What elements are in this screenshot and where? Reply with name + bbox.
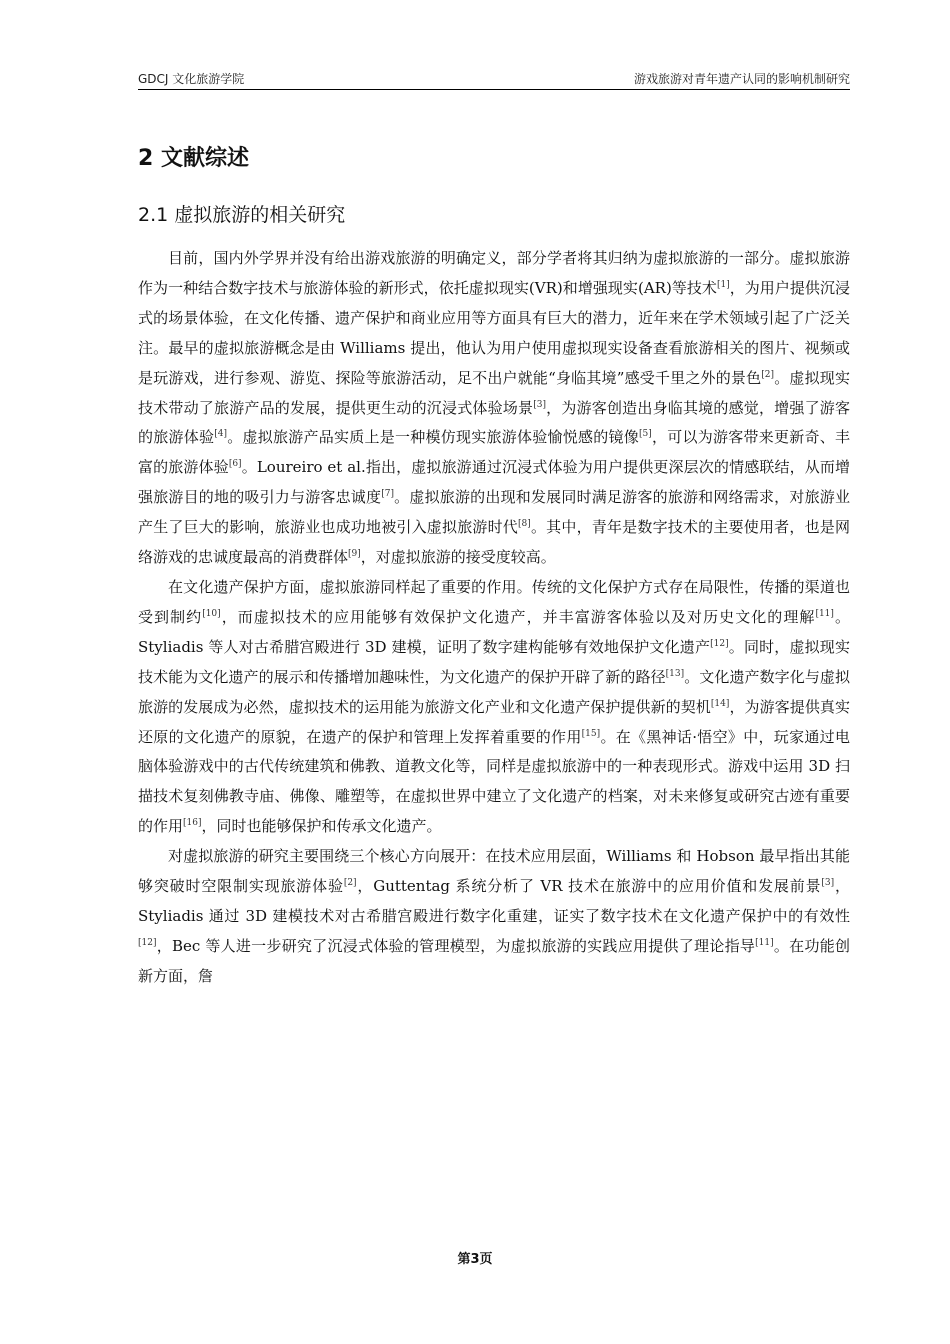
paragraph-text: 。其中，青年是数字技术的主要使用者，也是网络游戏的忠诚度最高的消费群体 xyxy=(138,518,850,567)
citation-ref: [3] xyxy=(821,878,835,889)
paragraph-text: 。虚拟现实技术带动了旅游产品的发展，提供更生动的沉浸式体验场景 xyxy=(138,368,850,417)
paragraph-text: 。Loureiro et al.指出，虚拟旅游通过沉浸式体验为用户提供更深层次的情感联结，从而增强旅游目的地的吸引力与游客忠诚度 xyxy=(138,458,850,507)
citation-ref: [3] xyxy=(533,399,546,410)
citation-ref: [5] xyxy=(638,429,652,440)
paragraph xyxy=(138,573,850,842)
paragraph-text: ，为游客创造出身临其境的感觉，增强了游客的旅游体验 xyxy=(138,398,850,447)
paragraph-text: ，Bec 等人进一步研究了沉浸式体验的管理模型，为虚拟旅游的实践应用提供了理论指导 xyxy=(156,936,756,955)
citation-ref: [1] xyxy=(716,279,730,290)
citation-ref: [15] xyxy=(581,728,601,739)
paragraph xyxy=(138,244,850,573)
paragraph-text: 。虚拟旅游产品实质上是一种模仿现实旅游体验愉悦感的镜像 xyxy=(227,428,639,447)
paragraph xyxy=(138,842,850,992)
citation-ref: [6] xyxy=(228,459,242,470)
paragraph-text: ，Guttentag 系统分析了 VR 技术在旅游中的应用价值和发展前景 xyxy=(356,877,822,896)
chapter-heading: 2 文献综述 xyxy=(138,146,249,171)
citation-ref: [9] xyxy=(348,549,361,560)
paragraph-text: ，为游客提供真实还原的文化遗产的原貌，在遗产的保护和管理上发挥着重要的作用 xyxy=(138,697,850,746)
body-text xyxy=(138,244,850,992)
citation-ref: [12] xyxy=(138,937,157,948)
page-number: 第3页 xyxy=(457,1252,493,1267)
header-institution: GDCJ 文化旅游学院 xyxy=(138,72,245,86)
citation-ref: [13] xyxy=(665,668,685,679)
paragraph-text: 。在功能创新方面，詹 xyxy=(138,936,850,985)
paragraph-text: 。文化遗产数字化与虚拟旅游的发展成为必然，虚拟技术的运用能为旅游文化产业和文化遗产保护提供新的契机 xyxy=(138,667,850,716)
paragraph-text: ，对虚拟旅游的接受度较高。 xyxy=(360,548,556,567)
citation-ref: [2] xyxy=(343,878,357,889)
citation-ref: [16] xyxy=(183,818,202,829)
paragraph-text: ，同时也能够保护和传承文化遗产。 xyxy=(201,817,442,836)
citation-ref: [4] xyxy=(214,429,227,440)
citation-ref: [8] xyxy=(518,519,531,530)
running-header xyxy=(138,70,850,90)
citation-ref: [2] xyxy=(761,369,775,380)
citation-ref: [7] xyxy=(381,489,394,500)
citation-ref: [14] xyxy=(710,698,730,709)
paragraph-text: ，Styliadis 通过 3D 建模技术对古希腊宫殿进行数字化重建，证实了数字技术在文化遗产保护中的有效性 xyxy=(138,877,850,925)
paragraph-text: 对虚拟旅游的研究主要围绕三个核心方向展开：在技术应用层面，Williams 和 Hobson 最早指出其能够突破时空限制实现旅游体验 xyxy=(138,847,850,896)
paragraph-text: 。同时，虚拟现实技术能为文化遗产的展示和传播增加趣味性，为文化遗产的保护开辟了新的路径 xyxy=(138,637,850,686)
paragraph-text: ，而虚拟技术的应用能够有效保护文化遗产，并丰富游客体验以及对历史文化的理解 xyxy=(220,607,816,626)
section-heading: 2.1 虚拟旅游的相关研究 xyxy=(138,204,346,226)
citation-ref: [11] xyxy=(815,608,834,619)
paragraph-text: 。Styliadis 等人对古希腊宫殿进行 3D 建模，证明了数字建构能够有效地保护文化遗产 xyxy=(138,607,850,656)
citation-ref: [11] xyxy=(755,937,774,948)
paragraph-text: ，为用户提供沉浸式的场景体验，在文化传播、遗产保护和商业应用等方面具有巨大的潜力，近年来在学术领域引起了广泛关注。最早的虚拟旅游概念是由 Williams 提出，他认为用户使用虚拟现实设备查看旅游相关的图片、视频或是玩游戏，进行参观、游览、探险等旅游活动，足不出户就能“身临其境”感受千里之外的景色 xyxy=(138,278,850,387)
header-thesis-title: 游戏旅游对青年遗产认同的影响机制研究 xyxy=(633,72,850,86)
paragraph-text: 。虚拟旅游的出现和发展同时满足游客的旅游和网络需求，对旅游业产生了巨大的影响，旅游业也成功地被引入虚拟旅游时代 xyxy=(138,488,850,537)
paragraph-text: 目前，国内外学界并没有给出游戏旅游的明确定义，部分学者将其归纳为虚拟旅游的一部分。虚拟旅游作为一种结合数字技术与旅游体验的新形式，依托虚拟现实(VR)和增强现实(AR)等技术 xyxy=(138,249,850,297)
citation-ref: [10] xyxy=(202,608,221,619)
paragraph-text: ，可以为游客带来更新奇、丰富的旅游体验 xyxy=(138,428,850,477)
paragraph-text: 在文化遗产保护方面，虚拟旅游同样起了重要的作用。传统的文化保护方式存在局限性，传播的渠道也受到制约 xyxy=(138,577,850,626)
paragraph-text: 。在《黑神话·悟空》中，玩家通过电脑体验游戏中的古代传统建筑和佛教、道教文化等，同样是虚拟旅游中的一种表现形式。游戏中运用 3D 扫描技术复刻佛教寺庙、佛像、雕塑等，在虚拟世界中建立了文化遗产的档案，对未来修复或研究古迹有重要的作用 xyxy=(138,727,850,836)
citation-ref: [12] xyxy=(710,638,729,649)
